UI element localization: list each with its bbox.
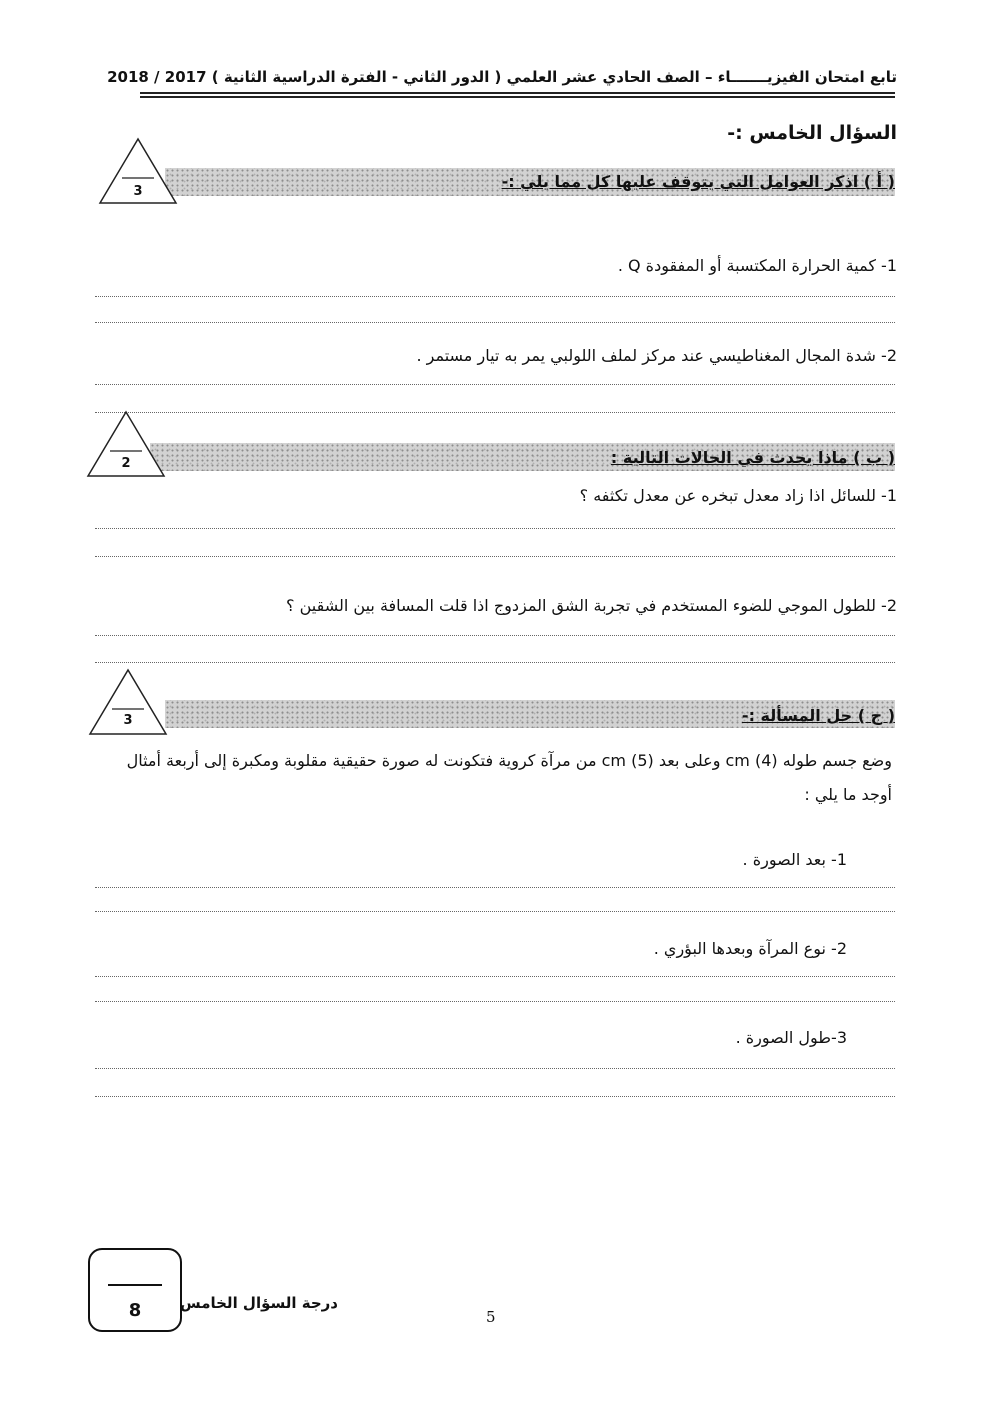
answer-line: [95, 322, 895, 323]
answer-line: [95, 662, 895, 663]
section-c-item-2: 2- نوع المرآة وبعدها البؤري .: [653, 939, 847, 958]
section-a-item-1: 1- كمية الحرارة المكتسبة أو المفقودة Q .: [617, 256, 897, 275]
answer-line: [95, 296, 895, 297]
question-title: السؤال الخامس :-: [727, 122, 897, 144]
page-number: 5: [486, 1308, 496, 1326]
section-b-item-2: 2- للطول الموجي للضوء المستخدم في تجربة الشق المزدوج اذا قلت المسافة بين الشقين ؟: [286, 596, 897, 615]
section-c-item-3: 3-طول الصورة .: [735, 1028, 847, 1047]
answer-line: [95, 1001, 895, 1002]
answer-line: [95, 1096, 895, 1097]
section-b-label: ( ب ) ماذا يحدث في الحالات التالية :: [610, 448, 895, 467]
section-b-score-triangle: [86, 410, 166, 480]
section-c-label: ( ج ) حل المسألة :-: [741, 706, 895, 725]
answer-line: [95, 384, 895, 385]
section-a-item-2: 2- شدة المجال المغناطيسي عند مركز لملف اللولبي يمر به تيار مستمر .: [416, 346, 897, 365]
answer-line: [95, 887, 895, 888]
answer-line: [95, 1068, 895, 1069]
answer-line: [95, 412, 895, 413]
header-rule-top: [140, 92, 895, 94]
section-c-score: 3: [123, 713, 133, 728]
answer-line: [95, 911, 895, 912]
total-score: 8: [128, 1300, 142, 1321]
total-score-box: [88, 1248, 182, 1332]
section-b-item-1: 1- للسائل اذا زاد معدل تبخره عن معدل تكثفه ؟: [579, 486, 897, 505]
answer-line: [95, 635, 895, 636]
score-divider: [108, 1284, 162, 1286]
header-rule-bottom: [140, 96, 895, 98]
answer-line: [95, 976, 895, 977]
section-b-score: 2: [121, 456, 131, 471]
section-c-item-1: 1- بعد الصورة .: [742, 850, 847, 869]
answer-line: [95, 528, 895, 529]
section-a-score: 3: [133, 184, 143, 199]
section-c-score-triangle: [88, 668, 168, 738]
exam-header-title: تابع امتحان الفيزيـــــــاء – الصف الحادي عشر العلمي ( الدور الثاني - الفترة الدراسية الثانية ) 2017 / 2018: [107, 68, 897, 86]
problem-statement: وضع جسم طوله cm (4) وعلى بعد cm (5) من مرآة كروية فتكونت له صورة حقيقية مقلوبة ومكبرة إلى أربعة أمثال أوجد ما يلي :: [126, 751, 892, 804]
section-a-label: ( أ ) اذكر العوامل التي يتوقف عليها كل مما يلي :-: [501, 172, 895, 191]
total-score-label: درجة السؤال الخامس: [180, 1294, 338, 1312]
section-a-score-triangle: [98, 137, 178, 207]
answer-line: [95, 556, 895, 557]
